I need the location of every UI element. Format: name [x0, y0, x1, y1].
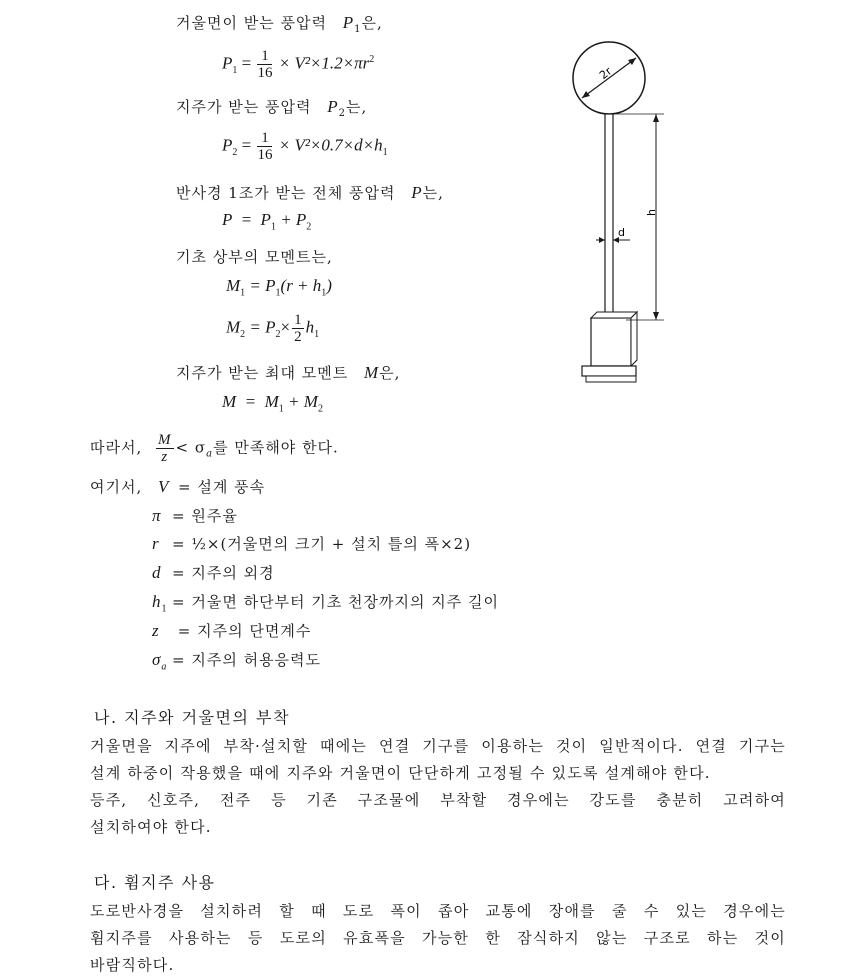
where-item [158, 476, 265, 497]
p1-label-line [176, 12, 383, 35]
p1-eq-rest: × V²×1.2×πr [278, 53, 370, 73]
m1-equation [226, 276, 332, 298]
where-sym: r [152, 534, 160, 553]
m2-h-sub: 1 [314, 328, 320, 340]
where-def: = 지주의 외경 [172, 564, 275, 582]
p1-sub: 1 [354, 24, 362, 35]
p1-label: 거울면이 받는 풍압력 [176, 14, 327, 32]
section-na-title: 나. 지주와 거울면의 부착 [94, 708, 290, 727]
condition-frac-den: z [161, 449, 169, 465]
label-d: d [618, 226, 625, 239]
label-2r: 2r [597, 64, 615, 82]
p2-eq-rest-sub: 1 [382, 146, 388, 158]
mmax-label: 지주가 받는 최대 모멘트 [176, 364, 349, 382]
p1-var: P [342, 13, 355, 32]
m2-rhs-sub: 2 [275, 328, 281, 340]
where-sym: h [152, 592, 162, 611]
where-sym: σ [152, 650, 162, 669]
m1-rhs: = P [245, 276, 276, 295]
m2-times: × [280, 317, 291, 337]
where-def: = ½×(거울면의 크기 + 설치 틀의 폭×2) [172, 535, 472, 553]
section-na-p1-line2: 설계 하중이 작용했을 때에 지주와 거울면이 단단하게 고정될 수 있도록 설계해야 한다. [90, 764, 711, 782]
where-item [152, 505, 238, 526]
mmax-var: M [364, 363, 380, 382]
p2-label: 지주가 받는 풍압력 [176, 98, 312, 116]
where-sym: z [152, 621, 160, 640]
where-def: = 거울면 하단부터 기초 천장까지의 지주 길이 [172, 593, 499, 611]
m2-h: h [305, 317, 315, 337]
foundation-top [591, 312, 637, 318]
p1-eq-lhs: P [222, 53, 233, 73]
mmax-mid: + M [283, 392, 318, 411]
condition-line [90, 432, 339, 465]
foundation-slab [586, 376, 636, 382]
p2-var: P [327, 97, 339, 116]
section-da-line1: 도로반사경을 설치하려 할 때 도로 폭이 좁아 교통에 장애를 줄 수 있는 경우에는 [90, 902, 786, 920]
m2-frac-den: 2 [294, 329, 302, 345]
p1-frac-den: 16 [257, 65, 273, 81]
p1-frac-num: 1 [257, 48, 272, 65]
where-def: = 지주의 허용응력도 [172, 651, 322, 669]
p-eq-sub2: 2 [306, 221, 312, 233]
p2-eq-sub: 2 [232, 146, 238, 158]
section-da-line3: 바람직하다. [90, 956, 175, 974]
m1-rhs2-sub: 1 [321, 287, 327, 299]
mmax-suffix: 은, [379, 364, 401, 382]
label-h: h [645, 209, 658, 216]
where-item [152, 562, 275, 583]
where-sub: a [161, 661, 168, 673]
section-da-line2: 휨지주를 사용하는 등 도로의 유효폭을 가능한 한 잠식하지 않는 구조로 하는 것이 [90, 929, 786, 947]
foundation-footing [582, 366, 636, 376]
d-arrow-left [599, 237, 605, 243]
foundation-block [591, 318, 631, 366]
where-sym: V [158, 477, 170, 496]
p-eq-main: P = P [222, 210, 271, 229]
section-da-title: 다. 휨지주 사용 [94, 873, 216, 892]
where-item [152, 533, 471, 554]
p1-eq-sup: 2 [369, 53, 375, 65]
condition-lt: < σ [175, 438, 207, 457]
where-sub: 1 [161, 603, 168, 615]
m1-sub: 1 [240, 287, 246, 299]
where-item [152, 649, 321, 672]
p-equation [222, 210, 311, 232]
condition-suffix: 를 만족해야 한다. [213, 438, 339, 457]
m1-lhs: M [226, 276, 241, 295]
section-na-p1-line1: 거울면을 지주에 부착·설치할 때에는 연결 기구를 이용하는 것이 일반적이다. 연결 기구는 [90, 737, 786, 755]
p2-fraction [257, 130, 272, 163]
where-def: = 지주의 단면계수 [172, 622, 312, 640]
section-na-p2-line2: 설치하여야 한다. [90, 818, 212, 836]
m2-equation [226, 312, 319, 345]
where-sym: d [152, 563, 162, 582]
condition-lt-sub: a [206, 448, 214, 460]
p-eq-sub1: 1 [270, 221, 276, 233]
where-def: = 원주율 [172, 507, 238, 525]
where-item [152, 620, 311, 641]
p1-suffix: 은, [361, 14, 383, 32]
mmax-eq-main: M = M [222, 392, 279, 411]
p2-equation: $P_2$ = $\frac{1}{16}$ × $V^2\times 0.7\times d\times h_1$ [222, 130, 388, 163]
m1-close: ) [326, 276, 332, 295]
h-arrow-bottom [653, 312, 659, 320]
m2-frac-num: 1 [294, 312, 302, 328]
p2-frac-den: 16 [257, 147, 273, 163]
h-arrow-top [653, 114, 659, 122]
mmax-sub1: 1 [278, 403, 284, 415]
m-label: 기초 상부의 모멘트는, [176, 248, 333, 266]
m2-rhs: = P [245, 317, 276, 337]
mmax-equation [222, 392, 323, 414]
p2-sub: 2 [338, 108, 347, 119]
mmax-label-line [176, 362, 400, 383]
where-prefix: 여기서, [90, 478, 143, 496]
p-var: P [411, 183, 423, 202]
where-item [152, 591, 499, 614]
p2-eq-rest: × V²×0.7×d×h [278, 135, 383, 155]
p1-equation: $P_1$ = $\frac{1}{16}$ × $V^2\times 1.2\times\pi r^2$ [222, 48, 375, 81]
m2-lhs: M [226, 317, 241, 337]
p2-frac-num: 1 [257, 130, 272, 147]
condition-frac-num: M [158, 432, 172, 448]
section-na-paragraph-2 [90, 789, 786, 810]
p1-eq-sub: 1 [232, 64, 238, 76]
condition-prefix: 따라서, [90, 438, 143, 457]
m1-rhs-sub: 1 [275, 287, 281, 299]
p-eq-mid: + P [275, 210, 307, 229]
reflector-diagram [560, 40, 680, 390]
p2-label-line [176, 96, 367, 119]
section-na-paragraph-1 [90, 735, 786, 756]
m2-fraction [292, 312, 304, 345]
m2-sub: 2 [240, 328, 246, 340]
where-def: = 설계 풍속 [178, 478, 266, 496]
diameter-arrow-bottom [582, 91, 590, 98]
diameter-arrow-top [628, 58, 636, 65]
m1-rhs2: (r + h [280, 276, 322, 295]
p2-suffix: 는, [346, 98, 368, 116]
p-label-line [176, 182, 444, 203]
p-suffix: 는, [422, 184, 444, 202]
p2-eq-lhs: P [222, 135, 233, 155]
where-sym: π [152, 506, 162, 525]
pole [605, 114, 613, 320]
section-da-paragraph-cont [90, 927, 786, 948]
p1-fraction [257, 48, 272, 81]
condition-fraction [156, 432, 174, 465]
section-na-p2-line1: 등주, 신호주, 전주 등 기존 구조물에 부착할 경우에는 강도를 충분히 고려하여 [90, 791, 786, 809]
p-label: 반사경 1조가 받는 전체 풍압력 [176, 184, 396, 202]
section-da-paragraph [90, 900, 786, 921]
mmax-sub2: 2 [317, 403, 323, 415]
